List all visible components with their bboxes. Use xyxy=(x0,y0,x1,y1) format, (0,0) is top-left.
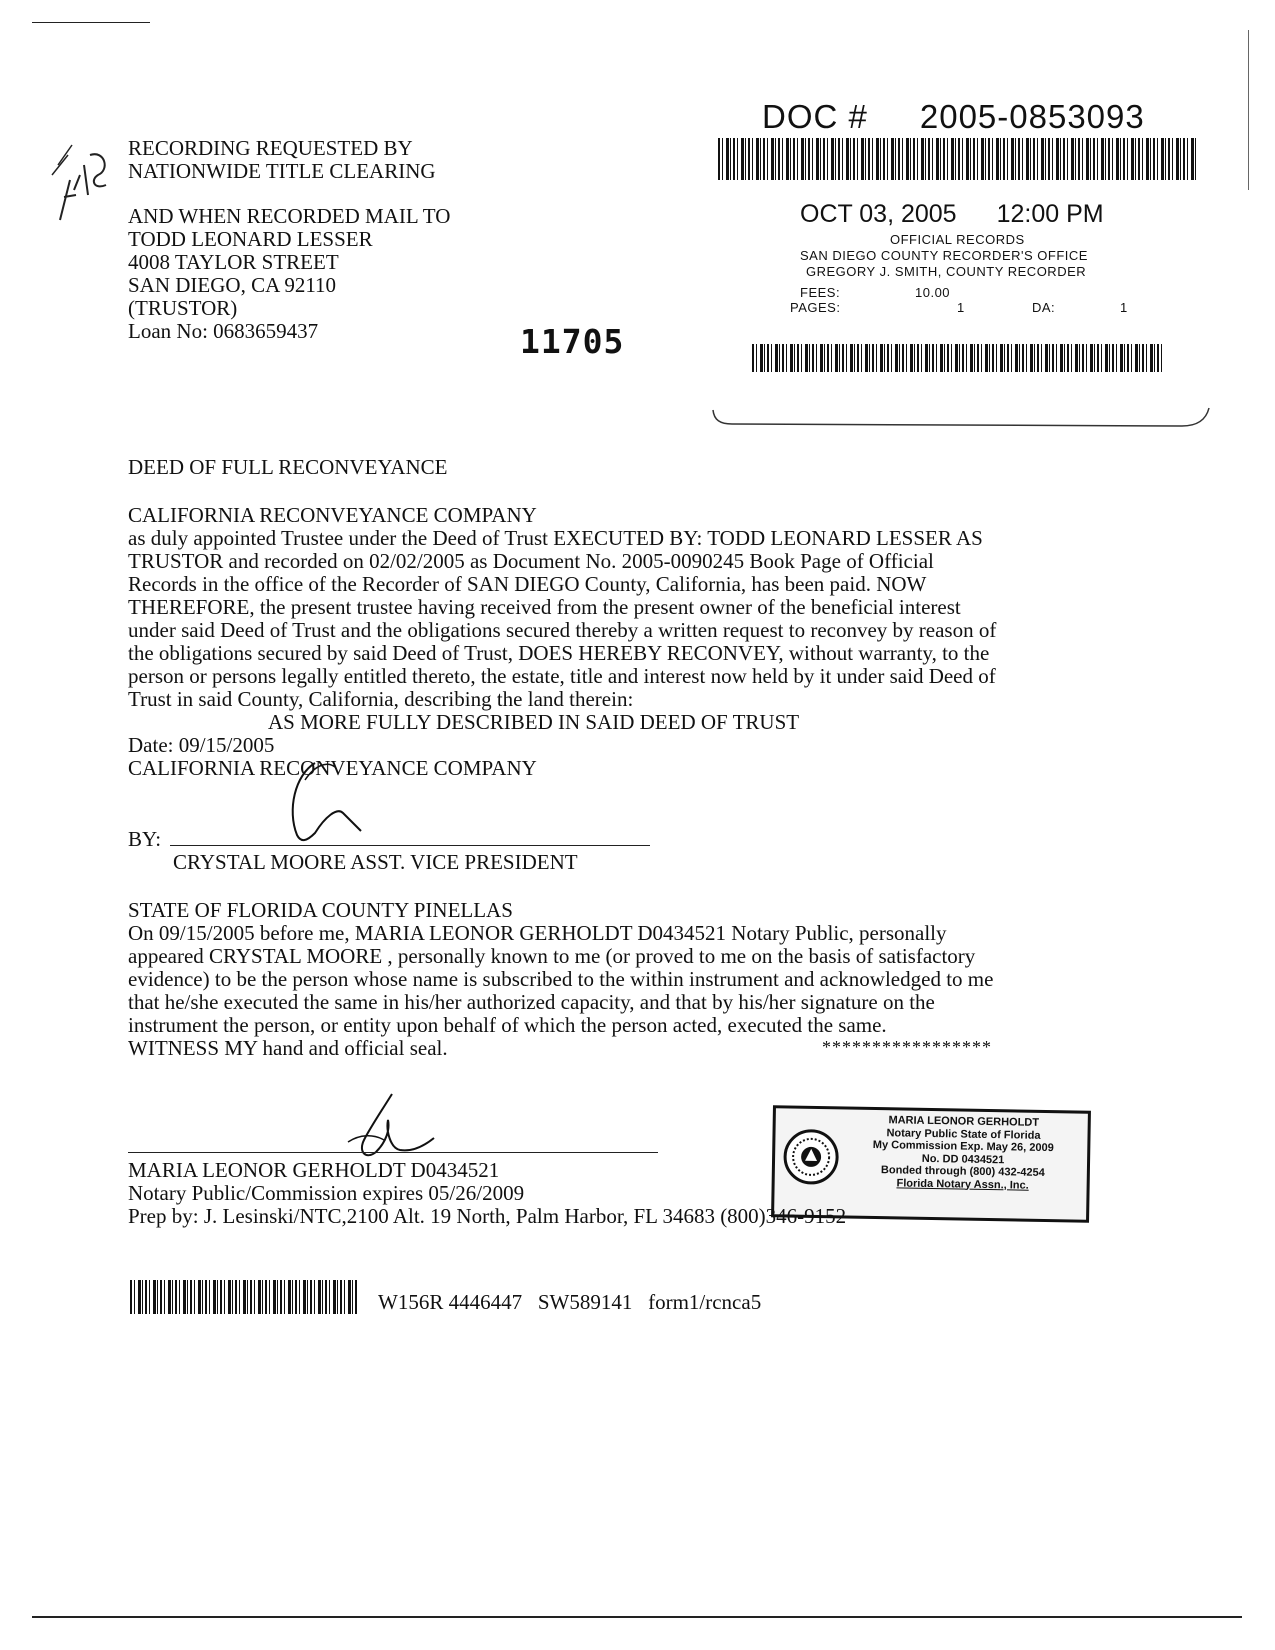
seal-emblem-icon xyxy=(783,1128,840,1185)
page-edge-mark xyxy=(1248,30,1249,190)
notary-body-line: appeared CRYSTAL MOORE , personally known to me (or proved to me on the basis of satisfactory xyxy=(128,944,976,968)
mail-to-name: TODD LEONARD LESSER xyxy=(128,227,373,251)
loan-number: Loan No: 0683659437 xyxy=(128,319,319,343)
doc-label: DOC # xyxy=(762,98,868,135)
seal-line: My Commission Exp. May 26, 2009 xyxy=(872,1138,1054,1155)
signing-company: CALIFORNIA RECONVEYANCE COMPANY xyxy=(128,756,537,780)
notary-body xyxy=(128,922,993,1037)
mail-to-role: (TRUSTOR) xyxy=(128,296,238,320)
pages-value: 1 xyxy=(957,300,965,315)
deed-body-line: the obligations secured by said Deed of Trust, DOES HEREBY RECONVEY, without warranty, to the xyxy=(128,641,990,665)
requested-by: NATIONWIDE TITLE CLEARING xyxy=(128,159,436,183)
recorder-barcode xyxy=(752,344,1164,372)
stamp-number: 11705 xyxy=(520,322,625,361)
doc-barcode xyxy=(718,138,1196,180)
fees-row xyxy=(800,285,951,300)
deed-body-line: TRUSTOR and recorded on 02/02/2005 as Document No. 2005-0090245 Book Page of Official xyxy=(128,549,934,573)
pages-row xyxy=(790,300,1128,315)
notary-commission: Notary Public/Commission expires 05/26/2009 xyxy=(128,1181,525,1205)
deed-body-line: under said Deed of Trust and the obligations secured thereby a written request to reconvey by reason of xyxy=(128,618,997,642)
mail-to-label: AND WHEN RECORDED MAIL TO xyxy=(128,204,451,228)
county-recorder: GREGORY J. SMITH, COUNTY RECORDER xyxy=(806,264,1087,279)
deed-body-line: THEREFORE, the present trustee having received from the present owner of the beneficial interest xyxy=(128,595,961,619)
notary-body-line: instrument the person, or entity upon behalf of which the person acted, executed the same. xyxy=(128,1013,887,1037)
recorder-box-outline xyxy=(712,390,1212,440)
handwritten-margin-note xyxy=(50,135,120,235)
recorder-office: SAN DIEGO COUNTY RECORDER'S OFFICE xyxy=(800,248,1088,263)
top-rule xyxy=(32,22,150,23)
bottom-rule xyxy=(32,1616,1242,1618)
notary-venue: STATE OF FLORIDA COUNTY PINELLAS xyxy=(128,898,513,922)
seal-line: MARIA LEONOR GERHOLDT xyxy=(888,1114,1040,1129)
recorded-date: OCT 03, 2005 xyxy=(800,200,957,228)
notary-body-line: evidence) to be the person whose name is subscribed to the within instrument and acknowledged to me xyxy=(128,967,994,991)
prepared-by: Prep by: J. Lesinski/NTC,2100 Alt. 19 North, Palm Harbor, FL 34683 (800)346-9152 xyxy=(128,1204,847,1228)
deed-company: CALIFORNIA RECONVEYANCE COMPANY xyxy=(128,503,537,527)
described-line: AS MORE FULLY DESCRIBED IN SAID DEED OF TRUST xyxy=(268,710,800,734)
deed-body-line: Records in the office of the Recorder of SAN DIEGO County, California, has been paid. NOW xyxy=(128,572,927,596)
deed-date: Date: 09/15/2005 xyxy=(128,733,275,757)
witness-line: WITNESS MY hand and official seal. xyxy=(128,1036,448,1060)
footer-barcode xyxy=(130,1280,358,1314)
deed-body-line: Trust in said County, California, describing the land therein: xyxy=(128,687,634,711)
recorded-time: 12:00 PM xyxy=(996,200,1104,228)
seal-text xyxy=(843,1113,1084,1192)
official-records: OFFICIAL RECORDS xyxy=(890,232,1025,247)
recording-requested-block xyxy=(128,137,450,343)
seal-line: Bonded through (800) 432-4254 xyxy=(880,1164,1045,1179)
da-value: 1 xyxy=(1120,300,1128,315)
asterisk-line: ***************** xyxy=(822,1037,992,1057)
notary-body-line: that he/she executed the same in his/her authorized capacity, and that by his/her signature on the xyxy=(128,990,935,1014)
doc-number: 2005-0853093 xyxy=(919,98,1145,135)
notary-signer-name: MARIA LEONOR GERHOLDT D0434521 xyxy=(128,1158,500,1182)
trustee-signature xyxy=(285,755,385,850)
seal-line: Notary Public State of Florida xyxy=(886,1126,1041,1142)
deed-body-line: as duly appointed Trustee under the Deed of Trust EXECUTED BY: TODD LEONARD LESSER AS xyxy=(128,526,983,550)
notary-signature-line xyxy=(128,1152,658,1153)
footer-codes: W156R 4446447 SW589141 form1/rcnca5 xyxy=(378,1290,762,1314)
da-label: DA: xyxy=(1032,300,1056,315)
recorded-datetime xyxy=(800,200,1104,229)
deed-body-line: person or persons legally entitled thereto, the estate, title and interest now held by it under said Deed of xyxy=(128,664,996,688)
requested-by-label: RECORDING REQUESTED BY xyxy=(128,136,413,160)
pages-label: PAGES: xyxy=(790,300,841,315)
mail-to-street: 4008 TAYLOR STREET xyxy=(128,250,339,274)
deed-title: DEED OF FULL RECONVEYANCE xyxy=(128,455,448,479)
trustee-signer: CRYSTAL MOORE ASST. VICE PRESIDENT xyxy=(173,850,578,874)
doc-number-line xyxy=(762,98,1145,136)
notary-body-line: On 09/15/2005 before me, MARIA LEONOR GERHOLDT D0434521 Notary Public, personally xyxy=(128,921,947,945)
mail-to-city: SAN DIEGO, CA 92110 xyxy=(128,273,337,297)
seal-line: No. DD 0434521 xyxy=(921,1152,1005,1166)
fees-value: 10.00 xyxy=(915,285,951,300)
by-label: BY: xyxy=(128,827,162,851)
seal-line: Florida Notary Assn., Inc. xyxy=(896,1176,1029,1192)
trustee-signature-line xyxy=(170,845,650,846)
fees-label: FEES: xyxy=(800,285,841,300)
deed-body xyxy=(128,527,996,711)
